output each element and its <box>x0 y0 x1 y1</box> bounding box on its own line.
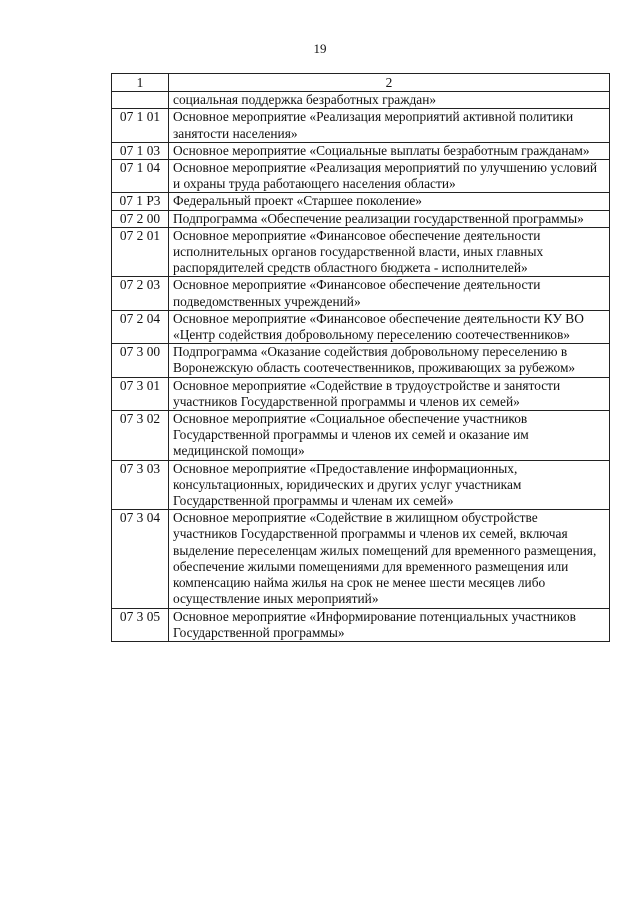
table-row <box>112 608 610 641</box>
table-row <box>112 92 610 109</box>
row-code: 07 3 04 <box>112 510 169 608</box>
row-code: 07 2 03 <box>112 277 169 310</box>
header-col-1: 1 <box>112 74 169 92</box>
row-code: 07 1 P3 <box>112 193 169 210</box>
row-text: Основное мероприятие «Информирование потенциальных участников Государственной программы» <box>169 608 610 641</box>
row-code: 07 3 03 <box>112 460 169 510</box>
table-row <box>112 109 610 142</box>
table-row <box>112 193 610 210</box>
row-text: Основное мероприятие «Финансовое обеспечение деятельности КУ ВО «Центр содействия добровольному переселению соотечественников» <box>169 310 610 343</box>
row-text: Основное мероприятие «Реализация мероприятий активной политики занятости населения» <box>169 109 610 142</box>
row-code: 07 3 02 <box>112 411 169 461</box>
page-number: 19 <box>313 41 327 56</box>
table-header-row <box>112 74 610 92</box>
row-code <box>112 92 169 109</box>
row-text: Основное мероприятие «Реализация мероприятий по улучшению условий и охраны труда работающего населения области» <box>169 160 610 193</box>
row-text: Подпрограмма «Обеспечение реализации государственной программы» <box>169 210 610 227</box>
program-code-table <box>111 73 610 642</box>
row-code: 07 2 01 <box>112 227 169 277</box>
row-code: 07 3 00 <box>112 344 169 377</box>
table-row <box>112 510 610 608</box>
row-text: Основное мероприятие «Финансовое обеспечение деятельности подведомственных учреждений» <box>169 277 610 310</box>
row-code: 07 2 04 <box>112 310 169 343</box>
table-row <box>112 310 610 343</box>
table-row <box>112 344 610 377</box>
row-code: 07 3 05 <box>112 608 169 641</box>
row-text: Федеральный проект «Старшее поколение» <box>169 193 610 210</box>
row-text: Основное мероприятие «Содействие в трудоустройстве и занятости участников Государственной программы и членов их семей» <box>169 377 610 410</box>
table-row <box>112 460 610 510</box>
row-code: 07 1 01 <box>112 109 169 142</box>
row-text: Основное мероприятие «Социальные выплаты безработным гражданам» <box>169 142 610 159</box>
row-text: Основное мероприятие «Социальное обеспечение участников Государственной программы и членов их семей и оказание им медицинской помощи» <box>169 411 610 461</box>
table-row <box>112 160 610 193</box>
row-text: Основное мероприятие «Финансовое обеспечение деятельности исполнительных органов государственной власти, иных главных распорядителей средств областного бюджета - исполнителей» <box>169 227 610 277</box>
row-text: Подпрограмма «Оказание содействия добровольному переселению в Воронежскую область соотечественников, проживающих за рубежом» <box>169 344 610 377</box>
row-text: социальная поддержка безработных граждан» <box>169 92 610 109</box>
table-row <box>112 210 610 227</box>
table-row <box>112 227 610 277</box>
table-row <box>112 411 610 461</box>
table-row <box>112 142 610 159</box>
table-row <box>112 277 610 310</box>
row-code: 07 1 04 <box>112 160 169 193</box>
row-code: 07 1 03 <box>112 142 169 159</box>
row-text: Основное мероприятие «Содействие в жилищном обустройстве участников Государственной программы и членов их семей, включая выделение переселенцам жилых помещений для временного размещения, обеспечение жилыми помещениями для временного размещения или компенсацию найма жилья на срок не менее шести месяцев либо осуществление иных мероприятий» <box>169 510 610 608</box>
row-code: 07 3 01 <box>112 377 169 410</box>
row-text: Основное мероприятие «Предоставление информационных, консультационных, юридических и других услуг участникам Государственной программы и членам их семей» <box>169 460 610 510</box>
row-code: 07 2 00 <box>112 210 169 227</box>
table-row <box>112 377 610 410</box>
header-col-2: 2 <box>169 74 610 92</box>
